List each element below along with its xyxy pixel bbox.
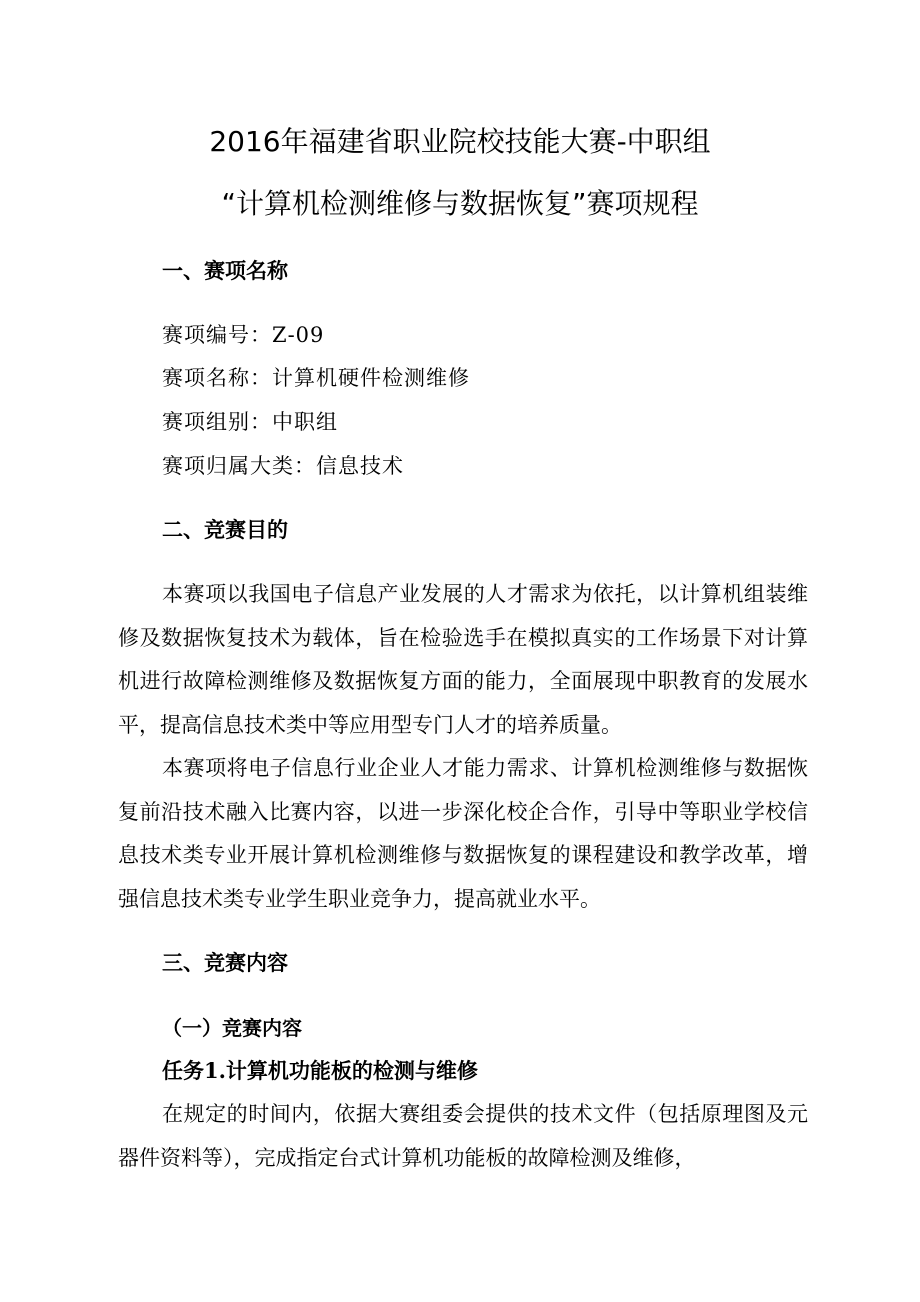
task-1-title: 任务1.计算机功能板的检测与维修 — [162, 1058, 478, 1083]
document-title-line-1: 2016年福建省职业院校技能大赛-中职组 — [209, 125, 711, 158]
info-item-group: 赛项组别：中职组 — [162, 410, 338, 434]
info-item-category: 赛项归属大类：信息技术 — [162, 454, 404, 478]
document-title-line-2: “计算机检测维修与数据恢复”赛项规程 — [221, 187, 699, 220]
info-item-code: 赛项编号：Z-09 — [162, 323, 325, 347]
subsection-heading: （一）竞赛内容 — [162, 1016, 302, 1040]
purpose-paragraph-2: 本赛项将电子信息行业企业人才能力需求、计算机检测维修与数据恢复前沿技术融入比赛内容，以进一步深化校企合作，引导中等职业学校信息技术类专业开展计算机检测维修与数据恢复的课程建设和教学改革，增强信息技术类专业学生职业竞争力，提高就业水平。 — [118, 756, 808, 911]
task-1-paragraph: 在规定的时间内，依据大赛组委会提供的技术文件（包括原理图及元器件资料等），完成指定台式计算机功能板的故障检测及维修， — [118, 1102, 808, 1170]
section-1-heading: 一、赛项名称 — [162, 259, 288, 283]
section-3-heading: 三、竞赛内容 — [162, 951, 288, 975]
section-2-heading: 二、竞赛目的 — [162, 518, 288, 542]
info-item-name: 赛项名称：计算机硬件检测维修 — [162, 366, 470, 390]
purpose-paragraph-1: 本赛项以我国电子信息产业发展的人才需求为依托，以计算机组装维修及数据恢复技术为载体，旨在检验选手在模拟真实的工作场景下对计算机进行故障检测维修及数据恢复方面的能力，全面展现中职教育的发展水平，提高信息技术类中等应用型专门人才的培养质量。 — [118, 582, 808, 737]
